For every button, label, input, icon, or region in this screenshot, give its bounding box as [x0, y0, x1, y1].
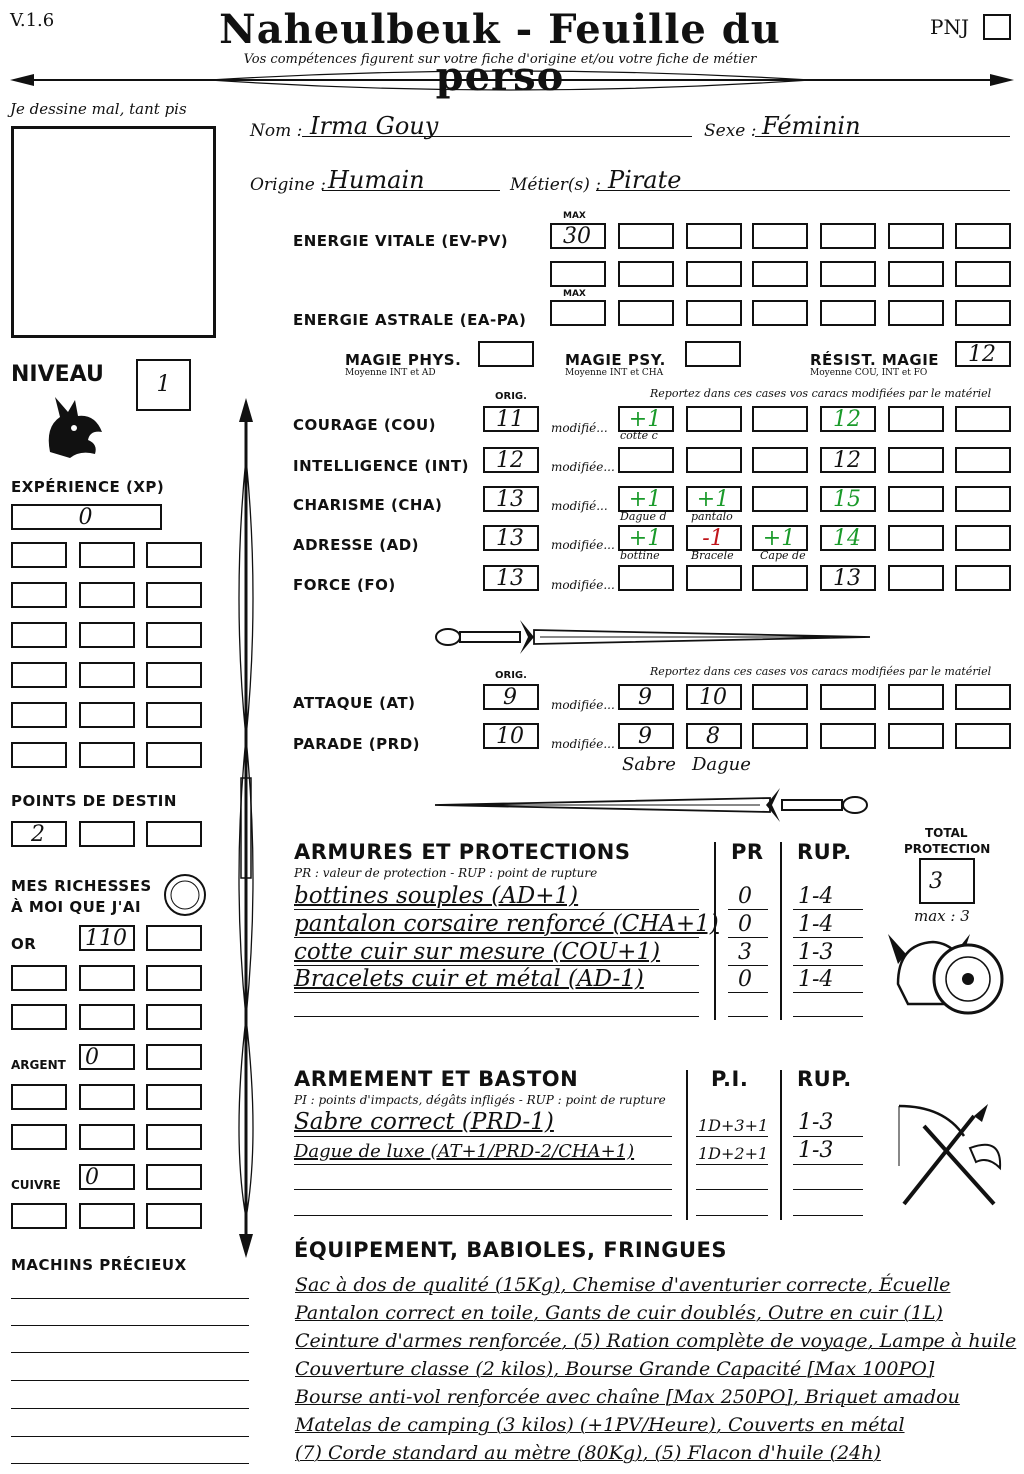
attaque-orig-box[interactable]: 9 [483, 684, 539, 710]
ea-box[interactable] [752, 300, 808, 326]
ev-max-box[interactable]: 30 [550, 223, 606, 249]
xp-slot[interactable] [79, 742, 135, 768]
combat-report-note: Reportez dans ces cases vos caracs modifiées par le matériel [650, 665, 992, 678]
pnj-checkbox[interactable] [983, 14, 1011, 40]
argent-label: ARGENT [11, 1058, 66, 1072]
xp-slot[interactable] [79, 542, 135, 568]
carac-modif-label: modifié... [551, 421, 608, 435]
origine-value[interactable]: Humain [328, 166, 425, 194]
armure-rup[interactable]: 1-4 [798, 884, 834, 909]
sexe-value[interactable]: Féminin [762, 112, 861, 140]
carac-modif-label: modifiée... [551, 460, 615, 474]
xp-slot[interactable] [11, 542, 67, 568]
sexe-line [755, 136, 1010, 137]
equipement-line[interactable]: Couverture classe (2 kilos), Bourse Grande Capacité [Max 100PO] [295, 1358, 935, 1380]
xp-slot[interactable] [11, 662, 67, 688]
parade-box[interactable] [820, 723, 876, 749]
parade-box[interactable]: 9 [618, 723, 674, 749]
ev-box[interactable] [618, 223, 674, 249]
carac-label: CHARISME (CHA) [293, 496, 443, 514]
version-label: V.1.6 [10, 10, 55, 31]
magie-psy-sub: Moyenne INT et CHA [565, 368, 664, 378]
armure-pr[interactable]: 0 [738, 912, 752, 937]
carac-extra-box[interactable] [888, 486, 944, 512]
carac-extra-box[interactable] [888, 565, 944, 591]
carac-total-box[interactable]: 13 [820, 565, 876, 591]
xp-slot[interactable] [146, 542, 202, 568]
attaque-box[interactable] [752, 684, 808, 710]
armures-pr-label: PR [731, 840, 764, 864]
ev-box[interactable] [752, 223, 808, 249]
armures-note: PR : valeur de protection - RUP : point de rupture [294, 866, 598, 880]
machins-line [11, 1380, 249, 1381]
attaque-box[interactable] [955, 684, 1011, 710]
spear-divider-icon [10, 66, 1014, 96]
armement-rup-label: RUP. [797, 1067, 852, 1091]
armure-line [793, 992, 863, 993]
richesses-label-2: À MOI QUE J'AI [11, 898, 142, 916]
carac-mod-caption: Bracele [691, 549, 734, 562]
arme-line [294, 1136, 672, 1137]
cuivre-slot[interactable] [11, 1203, 67, 1229]
combat-orig-label: ORIG. [495, 670, 527, 681]
carac-mod-box[interactable] [686, 406, 742, 432]
xp-label: EXPÉRIENCE (XP) [11, 478, 165, 496]
pnj-label: PNJ [930, 15, 969, 39]
carac-label: COURAGE (COU) [293, 416, 437, 434]
or-slot[interactable] [146, 965, 202, 991]
sword-icon [430, 614, 880, 660]
attaque-box[interactable]: 10 [686, 684, 742, 710]
xp-slot[interactable] [11, 622, 67, 648]
destin-slot[interactable] [146, 821, 202, 847]
or-slot[interactable] [146, 925, 202, 951]
equipement-line[interactable]: Bourse anti-vol renforcée avec chaîne [Max 250PO], Briquet amadou [295, 1386, 960, 1408]
combat-caption: Sabre [622, 754, 676, 775]
carac-mod-box[interactable] [752, 406, 808, 432]
or-slot[interactable] [11, 1004, 67, 1030]
armement-col-divider [780, 1070, 782, 1220]
weapons-icon [884, 1096, 1014, 1212]
ev-box[interactable] [955, 223, 1011, 249]
armure-pr[interactable]: 0 [738, 884, 752, 909]
attaque-box[interactable] [888, 684, 944, 710]
arme-name[interactable]: Sabre correct (PRD-1) [294, 1109, 554, 1135]
armure-name[interactable]: bottines souples (AD+1) [294, 883, 579, 909]
armure-rup[interactable]: 1-4 [798, 912, 834, 937]
arme-line [793, 1189, 863, 1190]
carac-mod-box[interactable]: +1 [618, 525, 674, 551]
coin-icon [162, 872, 208, 918]
magie-psy-label: MAGIE PSY. [565, 351, 666, 369]
magie-phys-sub: Moyenne INT et AD [345, 368, 436, 378]
armure-line [294, 1016, 699, 1017]
armure-line [294, 992, 699, 993]
arme-line [696, 1189, 768, 1190]
xp-slot[interactable] [79, 582, 135, 608]
ev-box[interactable] [686, 223, 742, 249]
attaque-box[interactable] [820, 684, 876, 710]
carac-extra-box[interactable] [955, 565, 1011, 591]
carac-mod-box[interactable]: +1 [618, 406, 674, 432]
carac-total-box[interactable]: 14 [820, 525, 876, 551]
ev-box[interactable] [686, 261, 742, 287]
xp-slot[interactable] [11, 742, 67, 768]
equipement-line[interactable]: Matelas de camping (3 kilos) (+1PV/Heure), Couverts en métal [295, 1414, 905, 1436]
carac-label: INTELLIGENCE (INT) [293, 457, 469, 475]
total-protection-label: TOTAL [925, 826, 968, 840]
armure-line [793, 909, 863, 910]
carac-label: FORCE (FO) [293, 576, 396, 594]
argent-box[interactable]: 0 [79, 1044, 135, 1070]
carac-mod-box[interactable] [618, 565, 674, 591]
armure-name[interactable]: cotte cuir sur mesure (COU+1) [294, 939, 661, 965]
caracs-report-note: Reportez dans ces cases vos caracs modifiées par le matériel [650, 387, 992, 400]
carac-orig-box[interactable]: 11 [483, 406, 539, 432]
resist-magie-sub: Moyenne COU, INT et FO [810, 368, 928, 378]
armure-name[interactable]: pantalon corsaire renforcé (CHA+1) [294, 911, 719, 937]
carac-mod-caption: Dague d [620, 510, 667, 523]
or-label: OR [11, 935, 37, 953]
carac-mod-box[interactable]: +1 [618, 486, 674, 512]
nom-line [302, 136, 692, 137]
destin-label: POINTS DE DESTIN [11, 792, 177, 810]
or-slot[interactable] [146, 1004, 202, 1030]
attaque-modif-label: modifiée... [551, 698, 615, 712]
xp-slot[interactable] [11, 702, 67, 728]
xp-slot[interactable] [146, 702, 202, 728]
cuivre-slot[interactable] [146, 1164, 202, 1190]
or-slot[interactable] [79, 965, 135, 991]
armure-line [728, 937, 768, 938]
argent-slot[interactable] [79, 1084, 135, 1110]
arme-line [294, 1164, 672, 1165]
attaque-box[interactable]: 9 [618, 684, 674, 710]
arme-pi[interactable]: 1D+3+1 [698, 1116, 769, 1135]
carac-extra-box[interactable] [955, 406, 1011, 432]
armure-pr[interactable]: 3 [738, 940, 752, 965]
arme-pi[interactable]: 1D+2+1 [698, 1144, 769, 1163]
armement-col-divider [686, 1070, 688, 1220]
ev-box[interactable] [618, 261, 674, 287]
carac-extra-box[interactable] [955, 525, 1011, 551]
arme-line [793, 1136, 863, 1137]
niveau-box[interactable]: 1 [136, 359, 191, 411]
carac-modif-label: modifiée... [551, 578, 615, 592]
machins-line [11, 1352, 249, 1353]
richesses-label: MES RICHESSES [11, 877, 152, 895]
magie-phys-label: MAGIE PHYS. [345, 351, 462, 369]
xp-slot[interactable] [146, 662, 202, 688]
ev-box[interactable] [888, 223, 944, 249]
portrait-caption: Je dessine mal, tant pis [10, 100, 187, 118]
equipement-line[interactable]: Pantalon correct en toile, Gants de cuir doublés, Outre en cuir (1L) [295, 1302, 943, 1324]
equipement-line[interactable]: Ceinture d'armes renforcée, (5) Ration complète de voyage, Lampe à huile [295, 1330, 1017, 1352]
armure-line [294, 937, 699, 938]
armure-line [793, 965, 863, 966]
ea-box[interactable] [955, 300, 1011, 326]
carac-extra-box[interactable] [955, 447, 1011, 473]
nom-label: Nom : [250, 121, 303, 141]
carac-extra-box[interactable] [888, 447, 944, 473]
carac-mod-caption: Cape de [760, 549, 806, 562]
argent-slot[interactable] [79, 1124, 135, 1150]
carac-orig-box[interactable]: 13 [483, 486, 539, 512]
total-protection-box[interactable]: 3 [919, 858, 975, 904]
carac-total-box[interactable]: 12 [820, 447, 876, 473]
armure-line [728, 965, 768, 966]
parade-box[interactable] [752, 723, 808, 749]
carac-orig-box[interactable]: 13 [483, 525, 539, 551]
machins-label: MACHINS PRÉCIEUX [11, 1256, 187, 1274]
carac-extra-box[interactable] [955, 486, 1011, 512]
ea-label: ENERGIE ASTRALE (EA-PA) [293, 311, 527, 329]
armure-rup[interactable]: 1-3 [798, 940, 834, 965]
armure-line [294, 909, 699, 910]
equipement-line[interactable]: Sac à dos de qualité (15Kg), Chemise d'aventurier correcte, Écuelle [295, 1274, 951, 1296]
carac-mod-box[interactable] [752, 565, 808, 591]
cuivre-box[interactable]: 0 [79, 1164, 135, 1190]
argent-slot[interactable] [11, 1124, 67, 1150]
carac-mod-box[interactable] [686, 565, 742, 591]
armures-rup-label: RUP. [797, 840, 852, 864]
carac-extra-box[interactable] [888, 525, 944, 551]
parade-label: PARADE (PRD) [293, 735, 421, 753]
carac-mod-box[interactable]: -1 [686, 525, 742, 551]
ev-box[interactable] [888, 261, 944, 287]
arme-line [696, 1215, 768, 1216]
arme-line [696, 1136, 768, 1137]
or-slot[interactable] [11, 965, 67, 991]
argent-slot[interactable] [146, 1044, 202, 1070]
ea-max-box[interactable] [550, 300, 606, 326]
ev-box[interactable] [820, 223, 876, 249]
armures-col-divider [780, 842, 782, 1020]
carac-orig-box[interactable]: 12 [483, 447, 539, 473]
armure-line [793, 1016, 863, 1017]
ev-label: ENERGIE VITALE (EV-PV) [293, 232, 509, 250]
arme-line [793, 1215, 863, 1216]
parade-orig-box[interactable]: 10 [483, 723, 539, 749]
metier-value[interactable]: Pirate [608, 166, 682, 194]
armement-note: PI : points d'impacts, dégâts infligés - RUP : point de rupture [294, 1093, 666, 1107]
arme-rup[interactable]: 1-3 [798, 1138, 834, 1163]
destin-slot[interactable] [79, 821, 135, 847]
carac-mod-box[interactable]: +1 [752, 525, 808, 551]
ea-box[interactable] [686, 300, 742, 326]
ev-box[interactable] [550, 261, 606, 287]
carac-modif-label: modifiée... [551, 538, 615, 552]
carac-mod-box[interactable] [618, 447, 674, 473]
armure-line [728, 909, 768, 910]
total-protection-max: max : 3 [914, 907, 970, 925]
carac-orig-box[interactable]: 13 [483, 565, 539, 591]
arme-line [793, 1164, 863, 1165]
carac-modif-label: modifié... [551, 499, 608, 513]
cuivre-slot[interactable] [146, 1203, 202, 1229]
carac-total-box[interactable]: 15 [820, 486, 876, 512]
argent-slot[interactable] [11, 1084, 67, 1110]
argent-slot[interactable] [146, 1124, 202, 1150]
sword-icon [430, 782, 875, 828]
arme-line [696, 1164, 768, 1165]
total-protection-label-2: PROTECTION [904, 842, 991, 856]
machins-line [11, 1436, 249, 1437]
machins-line [11, 1298, 249, 1299]
carac-mod-box[interactable] [752, 447, 808, 473]
destin-box[interactable]: 2 [11, 821, 67, 847]
armure-pr[interactable]: 0 [738, 967, 752, 992]
carac-mod-box[interactable]: +1 [686, 486, 742, 512]
machins-line [11, 1463, 249, 1464]
xp-slot[interactable] [146, 582, 202, 608]
caracs-orig-label: ORIG. [495, 391, 527, 402]
arme-rup[interactable]: 1-3 [798, 1110, 834, 1135]
carac-mod-caption: bottine [620, 549, 660, 562]
xp-box[interactable]: 0 [11, 504, 162, 530]
xp-slot[interactable] [79, 622, 135, 648]
xp-slot[interactable] [146, 742, 202, 768]
arme-line [294, 1189, 672, 1190]
page-subtitle: Vos compétences figurent sur votre fiche d'origine et/ou votre fiche de métier [243, 52, 757, 67]
xp-slot[interactable] [79, 662, 135, 688]
carac-mod-box[interactable] [686, 447, 742, 473]
resist-magie-box[interactable]: 12 [955, 341, 1011, 367]
parade-box[interactable] [955, 723, 1011, 749]
ev-box[interactable] [752, 261, 808, 287]
metier-label: Métier(s) : [510, 175, 602, 195]
arme-name[interactable]: Dague de luxe (AT+1/PRD-2/CHA+1) [294, 1141, 635, 1162]
ev-box[interactable] [955, 261, 1011, 287]
dragon-icon [40, 392, 108, 462]
carac-mod-caption: cotte c [620, 429, 658, 442]
resist-magie-label: RÉSIST. MAGIE [810, 351, 940, 369]
ea-max-label: MAX [563, 289, 586, 299]
carac-total-box[interactable]: 12 [820, 406, 876, 432]
xp-slot[interactable] [11, 582, 67, 608]
machins-line [11, 1325, 249, 1326]
armure-line [728, 1016, 768, 1017]
ev-box[interactable] [820, 261, 876, 287]
carac-mod-caption: pantalo [691, 510, 733, 523]
carac-label: ADRESSE (AD) [293, 536, 420, 554]
machins-line [11, 1408, 249, 1409]
cuivre-label: CUIVRE [11, 1178, 61, 1192]
armement-title: ARMEMENT ET BASTON [294, 1067, 579, 1091]
magie-phys-box[interactable] [478, 341, 534, 367]
argent-slot[interactable] [146, 1084, 202, 1110]
ev-max-label: MAX [563, 211, 586, 221]
niveau-label: NIVEAU [11, 362, 104, 387]
ea-box[interactable] [888, 300, 944, 326]
sexe-label: Sexe : [704, 121, 757, 141]
parade-modif-label: modifiée... [551, 737, 615, 751]
metier-line [596, 190, 1010, 191]
equipement-title: ÉQUIPEMENT, BABIOLES, FRINGUES [294, 1238, 727, 1262]
armure-line [793, 937, 863, 938]
page-title: Naheulbeuk - Feuille du perso [219, 6, 781, 100]
carac-extra-box[interactable] [888, 406, 944, 432]
carac-mod-box[interactable] [752, 486, 808, 512]
armement-pi-label: P.I. [711, 1067, 749, 1091]
ea-box[interactable] [618, 300, 674, 326]
magie-psy-box[interactable] [685, 341, 741, 367]
or-box[interactable]: 110 [79, 925, 135, 951]
armure-rup[interactable]: 1-4 [798, 967, 834, 992]
ea-box[interactable] [820, 300, 876, 326]
armure-name[interactable]: Bracelets cuir et métal (AD-1) [294, 966, 644, 992]
combat-caption: Dague [692, 754, 751, 775]
xp-slot[interactable] [79, 702, 135, 728]
origine-line [322, 190, 500, 191]
xp-slot[interactable] [146, 622, 202, 648]
parade-box[interactable] [888, 723, 944, 749]
equipement-line[interactable]: (7) Corde standard au mètre (80Kg), (5) Flacon d'huile (24h) [295, 1442, 881, 1464]
origine-label: Origine : [250, 175, 326, 195]
cuivre-slot[interactable] [79, 1203, 135, 1229]
armures-title: ARMURES ET PROTECTIONS [294, 840, 631, 864]
arme-line [294, 1215, 672, 1216]
vertical-spear-icon [228, 398, 264, 1258]
parade-box[interactable]: 8 [686, 723, 742, 749]
portrait-box[interactable] [11, 126, 216, 338]
armure-line [728, 992, 768, 993]
attaque-label: ATTAQUE (AT) [293, 694, 416, 712]
nom-value[interactable]: Irma Gouy [310, 112, 439, 140]
or-slot[interactable] [79, 1004, 135, 1030]
helmet-shield-icon [888, 924, 1008, 1024]
